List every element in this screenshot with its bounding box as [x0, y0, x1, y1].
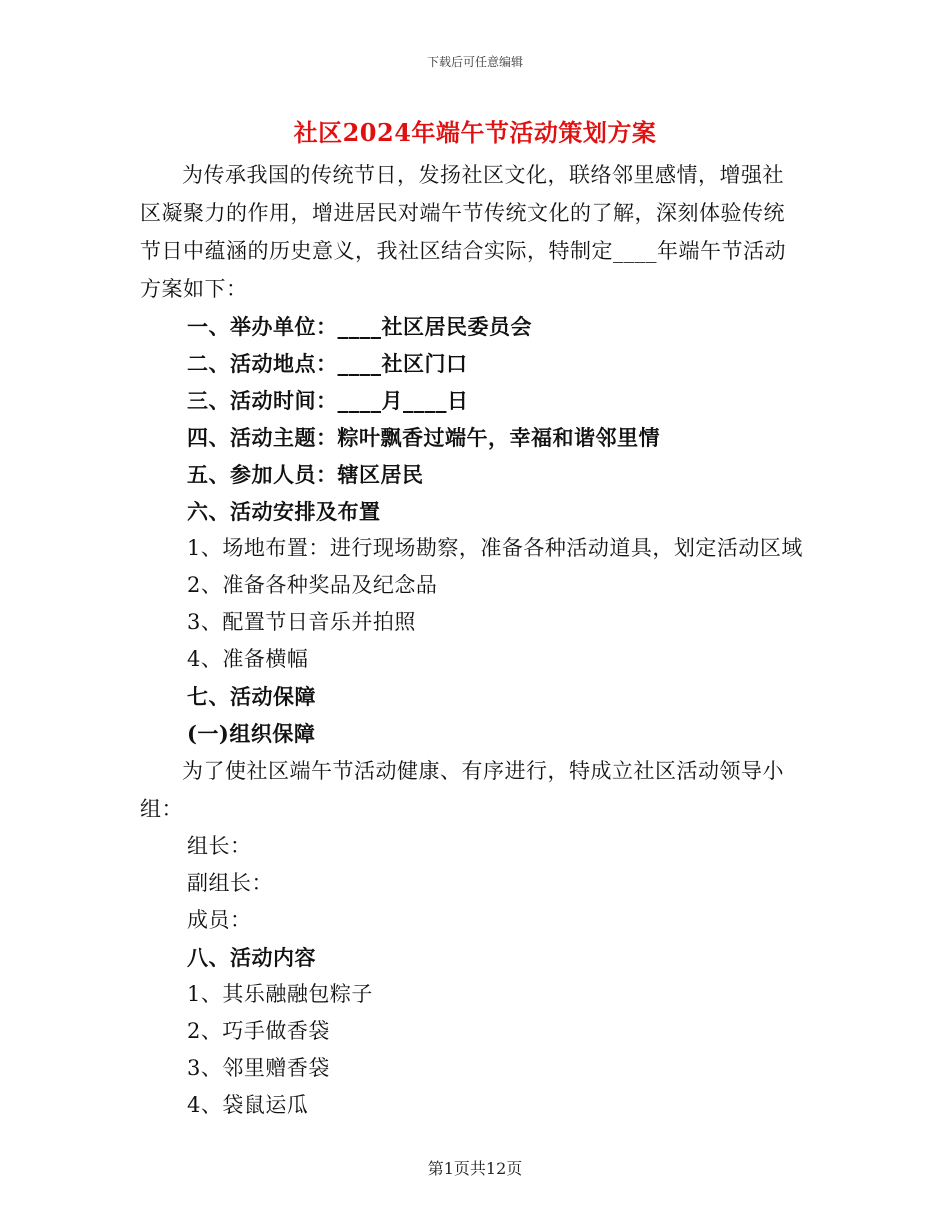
section-heading: 二、活动地点：____社区门口 — [187, 351, 468, 376]
document-body — [140, 156, 805, 1124]
section-list-2 — [140, 828, 805, 1124]
list-item: 成员： — [187, 908, 252, 932]
list-item: 1、场地布置：进行现场勘察，准备各种活动道具，划定活动区域 — [187, 536, 803, 560]
list-item: 3、邻里赠香袋 — [187, 1056, 330, 1080]
group-paragraph: 为了使社区端午节活动健康、有序进行，特成立社区活动领导小组： — [140, 759, 784, 821]
list-item: 1、其乐融融包粽子 — [187, 982, 373, 1006]
section-heading: 一、举办单位：____社区居民委员会 — [187, 314, 532, 339]
list-item: 2、准备各种奖品及纪念品 — [187, 573, 438, 597]
section-heading: 六、活动安排及布置 — [187, 499, 381, 524]
page-number: 第1页共12页 — [427, 1159, 523, 1178]
list-item: 4、袋鼠运瓜 — [187, 1093, 309, 1117]
section-heading: (一)组织保障 — [187, 721, 316, 746]
section-heading: 七、活动保障 — [187, 684, 316, 709]
list-item: 3、配置节日音乐并拍照 — [187, 610, 416, 634]
document-title: 社区2024年端午节活动策划方案 — [293, 118, 657, 147]
list-item: 2、巧手做香袋 — [187, 1019, 330, 1043]
section-heading: 三、活动时间：____月____日 — [187, 388, 469, 413]
list-item: 组长： — [187, 834, 252, 858]
list-item: 副组长： — [187, 871, 273, 895]
section-list-1 — [140, 308, 805, 752]
header-note: 下载后可任意编辑 — [426, 55, 523, 69]
list-item: 4、准备横幅 — [187, 647, 309, 671]
section-heading: 四、活动主题：粽叶飘香过端午，幸福和谐邻里情 — [187, 425, 660, 450]
section-heading: 五、参加人员：辖区居民 — [187, 462, 424, 487]
section-heading: 八、活动内容 — [187, 945, 316, 970]
intro-paragraph: 为传承我国的传统节日，发扬社区文化，联络邻里感情，增强社区凝聚力的作用，增进居民对端午节传统文化的了解，深刻体验传统节日中蕴涵的历史意义，我社区结合实际，特制定____年端午节活动方案如下： — [140, 163, 786, 301]
